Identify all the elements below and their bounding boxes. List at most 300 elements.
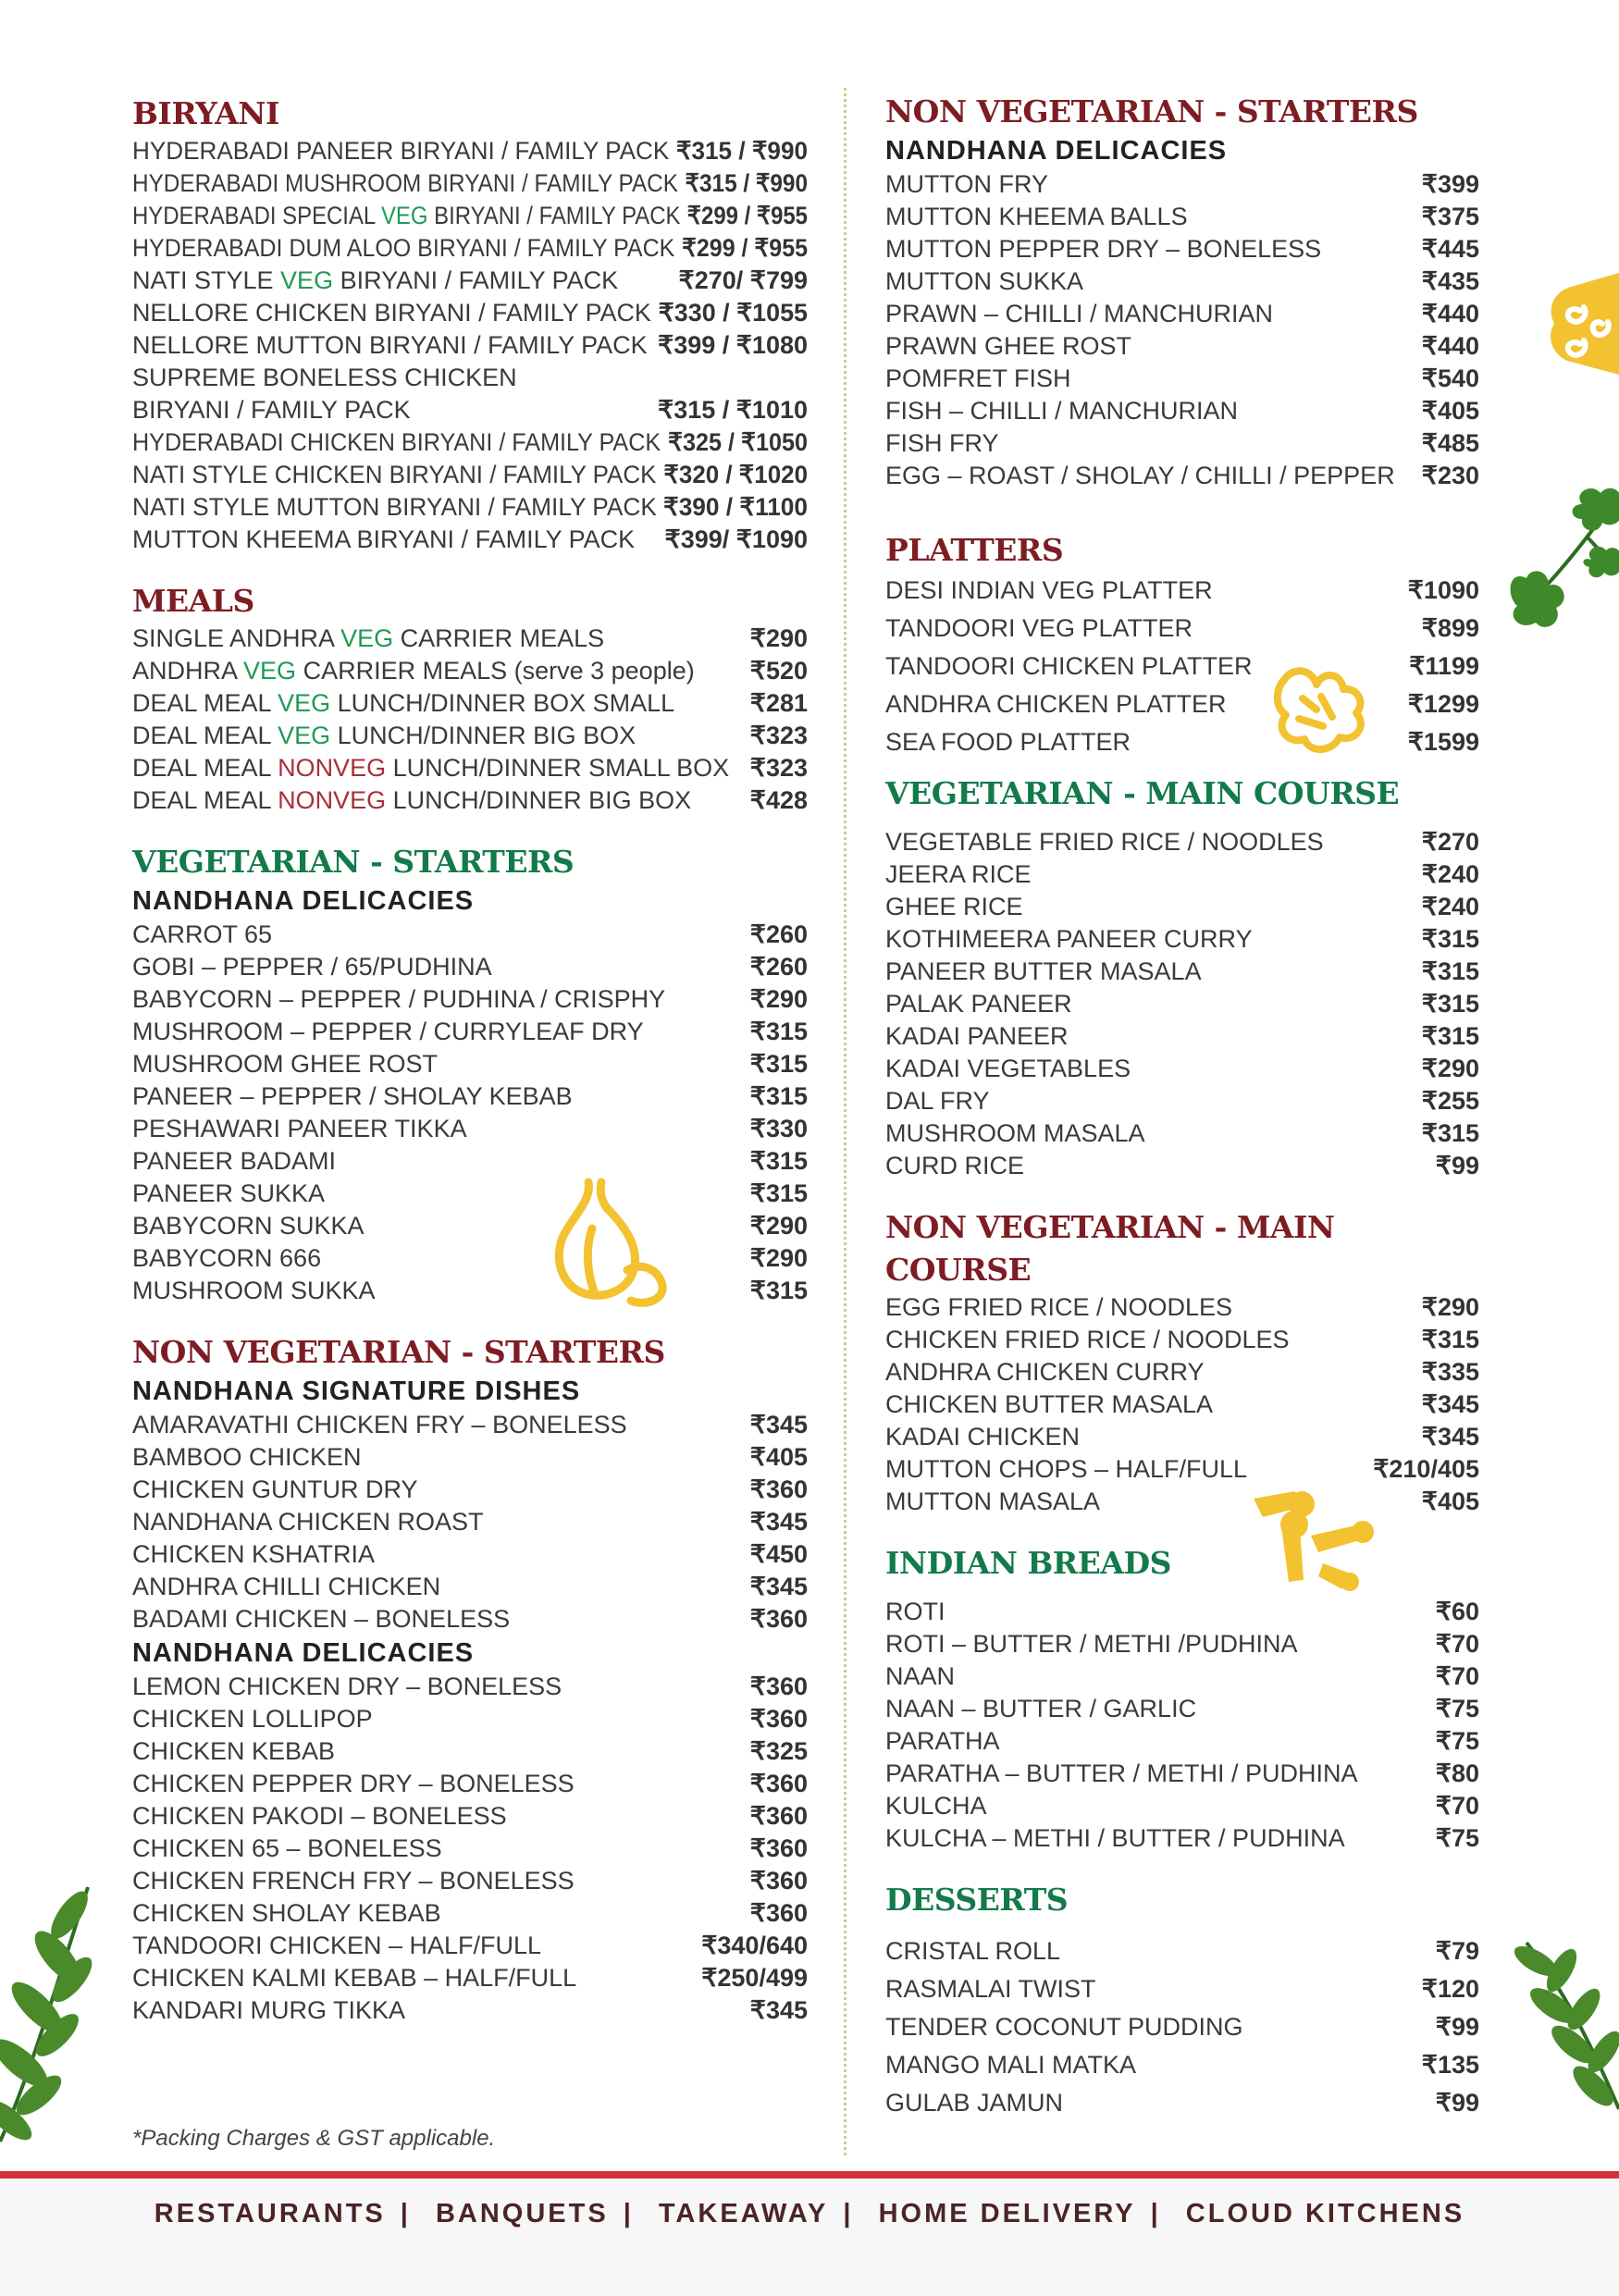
menu-item [132, 1242, 808, 1275]
section-title-meals: MEALS [132, 583, 254, 619]
menu-item [132, 1897, 808, 1930]
menu-item-price: ₹99 [1435, 1152, 1479, 1179]
cloves-icon [1244, 1480, 1374, 1600]
menu-item-name: JEERA RICE [885, 860, 1032, 888]
menu-item [885, 988, 1479, 1020]
curry-leaf-icon [0, 1878, 102, 2146]
breads-list [885, 1596, 1479, 1855]
menu-item [885, 1660, 1479, 1693]
menu-item-name: PESHAWARI PANEER TIKKA [132, 1115, 467, 1142]
menu-item-name: CHICKEN PEPPER DRY – BONELESS [132, 1770, 575, 1797]
menu-item-price: ₹250/499 [701, 1964, 808, 1992]
menu-item-name: BADAMI CHICKEN – BONELESS [132, 1605, 511, 1633]
menu-item [132, 1016, 808, 1048]
menu-item [132, 655, 808, 687]
menu-item [132, 426, 808, 459]
menu-item-name: NELLORE MUTTON BIRYANI / FAMILY PACK [132, 331, 648, 359]
footer-item-home-delivery: HOME DELIVERY [878, 2199, 1136, 2228]
footer-item-cloud-kitchens: CLOUD KITCHENS [1185, 2199, 1465, 2228]
menu-item-price: ₹330 / ₹1055 [658, 299, 808, 327]
menu-item-price: ₹240 [1421, 893, 1479, 920]
menu-item-name: PARATHA – BUTTER / METHI / PUDHINA [885, 1759, 1358, 1787]
menu-item-price: ₹360 [749, 1673, 808, 1700]
menu-item-price: ₹299 / ₹955 [682, 234, 808, 262]
menu-item-price: ₹315 [1421, 990, 1479, 1018]
menu-item-name: NAAN [885, 1662, 956, 1690]
menu-item-price: ₹120 [1421, 1975, 1479, 2003]
menu-item-name: CHICKEN GUNTUR DRY [132, 1475, 418, 1503]
menu-item-name: KADAI PANEER [885, 1022, 1069, 1050]
menu-item-price: ₹325 / ₹1050 [667, 428, 808, 456]
menu-item [132, 200, 808, 232]
menu-item-price: ₹315 [1421, 1022, 1479, 1050]
menu-item-price: ₹75 [1435, 1695, 1479, 1722]
menu-item-name: GULAB JAMUN [885, 2089, 1064, 2117]
menu-item-price: ₹405 [1421, 397, 1479, 425]
menu-item-price: ₹345 [749, 1508, 808, 1536]
menu-item-price: ₹281 [749, 689, 808, 717]
menu-item-name: NAAN – BUTTER / GARLIC [885, 1695, 1197, 1722]
footer-red-bar [0, 2171, 1619, 2179]
menu-item-price: ₹360 [749, 1899, 808, 1927]
menu-item [885, 395, 1479, 427]
menu-item-price: ₹315 [749, 1050, 808, 1078]
menu-item-price: ₹345 [749, 1573, 808, 1600]
menu-item-price: ₹360 [749, 1834, 808, 1862]
menu-item-name: PALAK PANEER [885, 990, 1072, 1018]
garlic-icon [535, 1173, 674, 1312]
menu-item-price: ₹345 [749, 1996, 808, 2024]
menu-item-price: ₹230 [1421, 462, 1479, 489]
menu-item-name [132, 265, 618, 297]
menu-item-price: ₹899 [1421, 614, 1479, 642]
menu-item-price: ₹360 [749, 1867, 808, 1895]
section-title-breads: INDIAN BREADS [885, 1545, 1171, 1581]
menu-item-price: ₹360 [749, 1802, 808, 1830]
menu-item [132, 1210, 808, 1242]
menu-item [132, 362, 808, 394]
menu-item [885, 2046, 1479, 2084]
menu-item-price: ₹360 [749, 1770, 808, 1797]
menu-item [132, 687, 808, 720]
menu-item-name: NANDHANA CHICKEN ROAST [132, 1508, 484, 1536]
left-column [132, 93, 808, 2027]
meals-list [132, 623, 808, 817]
menu-item [885, 723, 1479, 761]
menu-item-name: EGG FRIED RICE / NOODLES [885, 1293, 1233, 1321]
veg-tag: VEG [340, 624, 394, 652]
menu-item-price: ₹1599 [1407, 728, 1479, 756]
menu-item-price: ₹399 / ₹1080 [658, 331, 808, 359]
menu-item-name: CURD RICE [885, 1152, 1025, 1179]
menu-item-price: ₹485 [1421, 429, 1479, 457]
menu-item-name: CHICKEN KSHATRIA [132, 1540, 376, 1568]
menu-item-name: PANEER BADAMI [132, 1147, 337, 1175]
section-title-nonveg-main: NON VEGETARIAN - MAIN COURSE [885, 1209, 1335, 1288]
menu-item-name: GOBI – PEPPER / 65/PUDHINA [132, 953, 492, 981]
menu-item [132, 1768, 808, 1800]
menu-item [885, 1932, 1479, 1970]
menu-item [885, 2084, 1479, 2122]
menu-item-name: MUSHROOM – PEPPER / CURRYLEAF DRY [132, 1018, 644, 1045]
menu-item [885, 1628, 1479, 1660]
footer-item-restaurants: RESTAURANTS [154, 2199, 386, 2228]
menu-item [885, 891, 1479, 923]
menu-item-price: ₹315 [1421, 957, 1479, 985]
menu-item-name-part: DEAL MEAL [132, 689, 278, 717]
menu-item-price: ₹1299 [1407, 690, 1479, 718]
footer-background [0, 2179, 1619, 2296]
menu-item-name-part: ANDHRA [132, 657, 244, 685]
menu-item-price: ₹260 [749, 920, 808, 948]
menu-item-name: ANDHRA CHICKEN CURRY [885, 1358, 1205, 1386]
menu-item [132, 1048, 808, 1080]
menu-item-price: ₹345 [1421, 1390, 1479, 1418]
subtitle-nandhana-delicacies-right: NANDHANA DELICACIES [885, 136, 1228, 166]
menu-item-price: ₹315 [749, 1179, 808, 1207]
menu-item-price: ₹1199 [1409, 652, 1479, 680]
menu-item-price: ₹360 [749, 1605, 808, 1633]
menu-item-name: NATI STYLE CHICKEN BIRYANI / FAMILY PACK [132, 461, 657, 488]
nonveg-tag: NONVEG [278, 786, 387, 814]
subtitle-nandhana-delicacies-2: NANDHANA DELICACIES [132, 1638, 475, 1668]
menu-item-name: PANEER SUKKA [132, 1179, 326, 1207]
menu-item [885, 1725, 1479, 1758]
menu-item-name: KULCHA – METHI / BUTTER / PUDHINA [885, 1824, 1345, 1852]
menu-item-name: MUTTON FRY [885, 170, 1049, 198]
menu-item [132, 1506, 808, 1538]
menu-item [132, 329, 808, 362]
menu-item-name: PRAWN – CHILLI / MANCHURIAN [885, 300, 1274, 327]
nonveg-delicacies-list [132, 1671, 808, 2027]
menu-item-name: MUSHROOM GHEE ROST [132, 1050, 439, 1078]
subtitle-nandhana-delicacies: NANDHANA DELICACIES [132, 886, 475, 916]
menu-item [885, 330, 1479, 363]
menu-item [132, 1178, 808, 1210]
menu-item [885, 1356, 1479, 1389]
menu-item-name: EGG – ROAST / SHOLAY / CHILLI / PEPPER [885, 462, 1395, 489]
packing-note: *Packing Charges & GST applicable. [132, 2126, 496, 2151]
menu-item-name: MUTTON MASALA [885, 1487, 1101, 1515]
menu-item-name-part: DEAL MEAL [132, 786, 278, 814]
menu-item [132, 1930, 808, 1962]
menu-item [132, 135, 808, 167]
menu-item [132, 1145, 808, 1178]
section-title-platters: PLATTERS [885, 532, 1064, 568]
veg-tag: VEG [380, 202, 428, 229]
curry-leaf-icon [1508, 1933, 1619, 2118]
menu-item-name: MUTTON KHEEMA BALLS [885, 203, 1188, 230]
menu-item-price: ₹315 [749, 1082, 808, 1110]
menu-item-price: ₹80 [1435, 1759, 1479, 1787]
menu-item [885, 1453, 1479, 1486]
menu-item [132, 1671, 808, 1703]
menu-item-name: CHICKEN LOLLIPOP [132, 1705, 373, 1733]
menu-item [885, 1421, 1479, 1453]
footer-services: RESTAURANTS | BANQUETS | TAKEAWAY | HOME DELIVERY | CLOUD KITCHENS [154, 2199, 1465, 2228]
menu-item-name: CRISTAL ROLL [885, 1937, 1061, 1965]
menu-item-name: SUPREME BONELESS CHICKEN [132, 364, 517, 391]
footer-item-takeaway: TAKEAWAY [658, 2199, 829, 2228]
menu-item-name: HYDERABADI MUSHROOM BIRYANI / FAMILY PACK [132, 169, 678, 197]
menu-item-price: ₹290 [749, 985, 808, 1013]
menu-item-price: ₹450 [749, 1540, 808, 1568]
menu-item-price: ₹270/ ₹799 [678, 266, 808, 294]
menu-item [132, 1735, 808, 1768]
menu-item-price: ₹315 / ₹990 [675, 137, 808, 165]
menu-item-price: ₹70 [1435, 1662, 1479, 1690]
menu-item-name: CHICKEN SHOLAY KEBAB [132, 1899, 441, 1927]
menu-item [132, 1474, 808, 1506]
menu-item-name: CARROT 65 [132, 920, 273, 948]
menu-item-name-part: HYDERABADI SPECIAL [132, 202, 381, 229]
menu-item-name: CHICKEN FRENCH FRY – BONELESS [132, 1867, 575, 1895]
menu-item-price: ₹445 [1421, 235, 1479, 263]
menu-item [132, 1409, 808, 1441]
menu-item-name-part: DEAL MEAL [132, 754, 278, 782]
veg-tag: VEG [243, 657, 297, 685]
menu-item-price: ₹435 [1421, 267, 1479, 295]
menu-item [885, 1324, 1479, 1356]
menu-item-name-part: BIRYANI / FAMILY PACK [427, 202, 681, 229]
menu-item [885, 2008, 1479, 2046]
menu-item-name-part: CARRIER MEALS [393, 624, 605, 652]
menu-item-name: POMFRET FISH [885, 364, 1071, 392]
menu-item-name-part: LUNCH/DINNER BIG BOX [330, 722, 636, 749]
menu-item [885, 1822, 1479, 1855]
menu-item-price: ₹345 [1421, 1423, 1479, 1450]
menu-item-name: MANGO MALI MATKA [885, 2051, 1137, 2079]
menu-item-name: CHICKEN KEBAB [132, 1737, 336, 1765]
section-title-nonveg-starters: NON VEGETARIAN - STARTERS [132, 1334, 665, 1370]
menu-item [132, 459, 808, 491]
menu-item-name: RASMALAI TWIST [885, 1975, 1096, 2003]
menu-item [885, 1970, 1479, 2008]
menu-item-name [132, 784, 691, 817]
section-title-veg-starters: VEGETARIAN - STARTERS [132, 844, 575, 880]
menu-item-name: AMARAVATHI CHICKEN FRY – BONELESS [132, 1411, 627, 1438]
menu-item-price: ₹290 [749, 624, 808, 652]
menu-item [132, 1538, 808, 1571]
menu-item [132, 919, 808, 951]
menu-item [132, 1994, 808, 2027]
menu-item [885, 1291, 1479, 1324]
menu-item-name: GHEE RICE [885, 893, 1023, 920]
menu-item-price: ₹323 [749, 754, 808, 782]
menu-item [132, 394, 808, 426]
menu-item-name: FISH – CHILLI / MANCHURIAN [885, 397, 1239, 425]
menu-item-name: HYDERABADI DUM ALOO BIRYANI / FAMILY PACK [132, 234, 675, 262]
menu-item [132, 1703, 808, 1735]
menu-item [885, 1117, 1479, 1150]
menu-item-name: MUSHROOM SUKKA [132, 1277, 376, 1304]
menu-item-price: ₹290 [1421, 1055, 1479, 1082]
menu-item-price: ₹405 [1421, 1487, 1479, 1515]
menu-item-price: ₹360 [749, 1705, 808, 1733]
menu-item-price: ₹428 [749, 786, 808, 814]
menu-item-name [132, 752, 729, 784]
menu-item-price: ₹299 / ₹955 [686, 202, 808, 229]
menu-item-name: ROTI [885, 1598, 945, 1625]
menu-item [885, 233, 1479, 265]
menu-item-name: BABYCORN 666 [132, 1244, 322, 1272]
menu-item-price: ₹390 / ₹1100 [663, 493, 808, 521]
menu-item-name: KADAI CHICKEN [885, 1423, 1081, 1450]
menu-item [885, 1150, 1479, 1182]
menu-item [132, 167, 808, 200]
veg-tag: VEG [278, 689, 331, 717]
menu-item-price: ₹320 / ₹1020 [663, 461, 808, 488]
menu-item [885, 1389, 1479, 1421]
coriander-leaf-icon [1499, 476, 1619, 634]
menu-item-price: ₹99 [1435, 2013, 1479, 2041]
menu-item-price: ₹315 [1421, 925, 1479, 953]
menu-item-price: ₹315 [749, 1018, 808, 1045]
menu-item-name-part: LUNCH/DINNER BIG BOX [386, 786, 692, 814]
menu-item-price: ₹290 [749, 1212, 808, 1240]
menu-item-name [132, 720, 636, 752]
veg-tag: VEG [280, 266, 334, 294]
menu-item-price: ₹79 [1435, 1937, 1479, 1965]
menu-item-price: ₹405 [749, 1443, 808, 1471]
menu-item-name-part: SINGLE ANDHRA [132, 624, 341, 652]
menu-item-price: ₹240 [1421, 860, 1479, 888]
menu-item-price: ₹290 [1421, 1293, 1479, 1321]
section-title-nonveg-starters-right: NON VEGETARIAN - STARTERS [885, 93, 1418, 130]
menu-item-price: ₹99 [1435, 2089, 1479, 2117]
menu-item-name-part: LUNCH/DINNER SMALL BOX [386, 754, 730, 782]
menu-item-price: ₹75 [1435, 1727, 1479, 1755]
menu-item-price: ₹290 [749, 1244, 808, 1272]
menu-item-price: ₹540 [1421, 364, 1479, 392]
menu-item-price: ₹360 [749, 1475, 808, 1503]
menu-item-name-part: BIRYANI / FAMILY PACK [333, 266, 619, 294]
menu-item-price: ₹210/405 [1373, 1455, 1479, 1483]
menu-item [132, 720, 808, 752]
menu-item-price: ₹335 [1421, 1358, 1479, 1386]
menu-item [885, 1596, 1479, 1628]
veg-tag: VEG [278, 722, 331, 749]
menu-item [885, 265, 1479, 298]
menu-item [132, 1571, 808, 1603]
menu-item-name: ROTI – BUTTER / METHI /PUDHINA [885, 1630, 1298, 1658]
menu-item-name: CHICKEN PAKODI – BONELESS [132, 1802, 507, 1830]
menu-item-name: PARATHA [885, 1727, 1000, 1755]
menu-item-name [132, 655, 695, 687]
menu-item-price: ₹399/ ₹1090 [664, 525, 808, 553]
menu-item [885, 956, 1479, 988]
right-column [885, 91, 1479, 2122]
column-divider [844, 88, 847, 2155]
menu-item [885, 201, 1479, 233]
menu-item-name: MUTTON KHEEMA BIRYANI / FAMILY PACK [132, 525, 636, 553]
menu-item-price: ₹323 [749, 722, 808, 749]
menu-item [885, 1790, 1479, 1822]
menu-item-price: ₹375 [1421, 203, 1479, 230]
spiral-ornament-icon [1543, 268, 1619, 379]
menu-item [132, 1962, 808, 1994]
menu-item [132, 232, 808, 265]
menu-item-name: PANEER – PEPPER / SHOLAY KEBAB [132, 1082, 573, 1110]
menu-item-name: PRAWN GHEE ROST [885, 332, 1132, 360]
menu-item-name: NELLORE CHICKEN BIRYANI / FAMILY PACK [132, 299, 651, 327]
menu-item-price: ₹315 [749, 1277, 808, 1304]
menu-item [132, 1441, 808, 1474]
menu-item [885, 1085, 1479, 1117]
menu-item-name [132, 200, 680, 232]
section-title-desserts: DESSERTS [885, 1882, 1069, 1918]
menu-item [885, 826, 1479, 858]
menu-item [885, 648, 1479, 685]
menu-item-name: BABYCORN – PEPPER / PUDHINA / CRISPHY [132, 985, 666, 1013]
menu-item-name: MUTTON CHOPS – HALF/FULL [885, 1455, 1248, 1483]
menu-item [132, 524, 808, 556]
menu-item-name: TENDER COCONUT PUDDING [885, 2013, 1243, 2041]
menu-item-name: TANDOORI CHICKEN PLATTER [885, 652, 1253, 680]
nonveg-tag: NONVEG [278, 754, 387, 782]
menu-item [885, 427, 1479, 460]
menu-item-price: ₹75 [1435, 1824, 1479, 1852]
menu-item [885, 858, 1479, 891]
menu-item-price: ₹70 [1435, 1630, 1479, 1658]
menu-item-name: ANDHRA CHICKEN PLATTER [885, 690, 1227, 718]
menu-item-price: ₹440 [1421, 300, 1479, 327]
menu-item-name: PANEER BUTTER MASALA [885, 957, 1202, 985]
menu-item-name: CHICKEN BUTTER MASALA [885, 1390, 1214, 1418]
menu-item-name [132, 623, 604, 655]
menu-item [132, 784, 808, 817]
menu-item [885, 1486, 1479, 1518]
menu-item-price: ₹270 [1421, 828, 1479, 856]
veg-starters-list [132, 919, 808, 1307]
menu-item-price: ₹70 [1435, 1792, 1479, 1820]
menu-item-price: ₹260 [749, 953, 808, 981]
menu-item [885, 363, 1479, 395]
menu-item-name: TANDOORI CHICKEN – HALF/FULL [132, 1932, 542, 1959]
menu-item [132, 265, 808, 297]
menu-item [885, 685, 1479, 723]
menu-item-name: KULCHA [885, 1792, 987, 1820]
menu-item-price: ₹325 [749, 1737, 808, 1765]
mutton-seafood-list [885, 168, 1479, 492]
menu-item-name: CHICKEN FRIED RICE / NOODLES [885, 1326, 1290, 1353]
menu-item-price: ₹315 [1421, 1119, 1479, 1147]
menu-item [885, 1758, 1479, 1790]
menu-item-name: KOTHIMEERA PANEER CURRY [885, 925, 1253, 953]
menu-item [132, 623, 808, 655]
menu-item-price: ₹399 [1421, 170, 1479, 198]
menu-item [132, 752, 808, 784]
menu-item-name: NATI STYLE MUTTON BIRYANI / FAMILY PACK [132, 493, 657, 521]
menu-item [132, 1275, 808, 1307]
menu-item [885, 610, 1479, 648]
menu-item-price: ₹520 [749, 657, 808, 685]
menu-item-price: ₹315 / ₹1010 [658, 396, 808, 424]
menu-item-name: VEGETABLE FRIED RICE / NOODLES [885, 828, 1324, 856]
menu-item-name-part: DEAL MEAL [132, 722, 278, 749]
menu-item [132, 1603, 808, 1636]
menu-item [885, 572, 1479, 610]
menu-item-name: KANDARI MURG TIKKA [132, 1996, 406, 2024]
menu-item [132, 1080, 808, 1113]
section-title-biryani: BIRYANI [132, 95, 279, 131]
platters-list [885, 572, 1479, 761]
menu-item-name: BIRYANI / FAMILY PACK [132, 396, 411, 424]
menu-item-name: LEMON CHICKEN DRY – BONELESS [132, 1673, 562, 1700]
menu-item-price: ₹315 [1421, 1326, 1479, 1353]
menu-item-price: ₹315 / ₹990 [685, 169, 808, 197]
menu-item-name: DESI INDIAN VEG PLATTER [885, 576, 1213, 604]
